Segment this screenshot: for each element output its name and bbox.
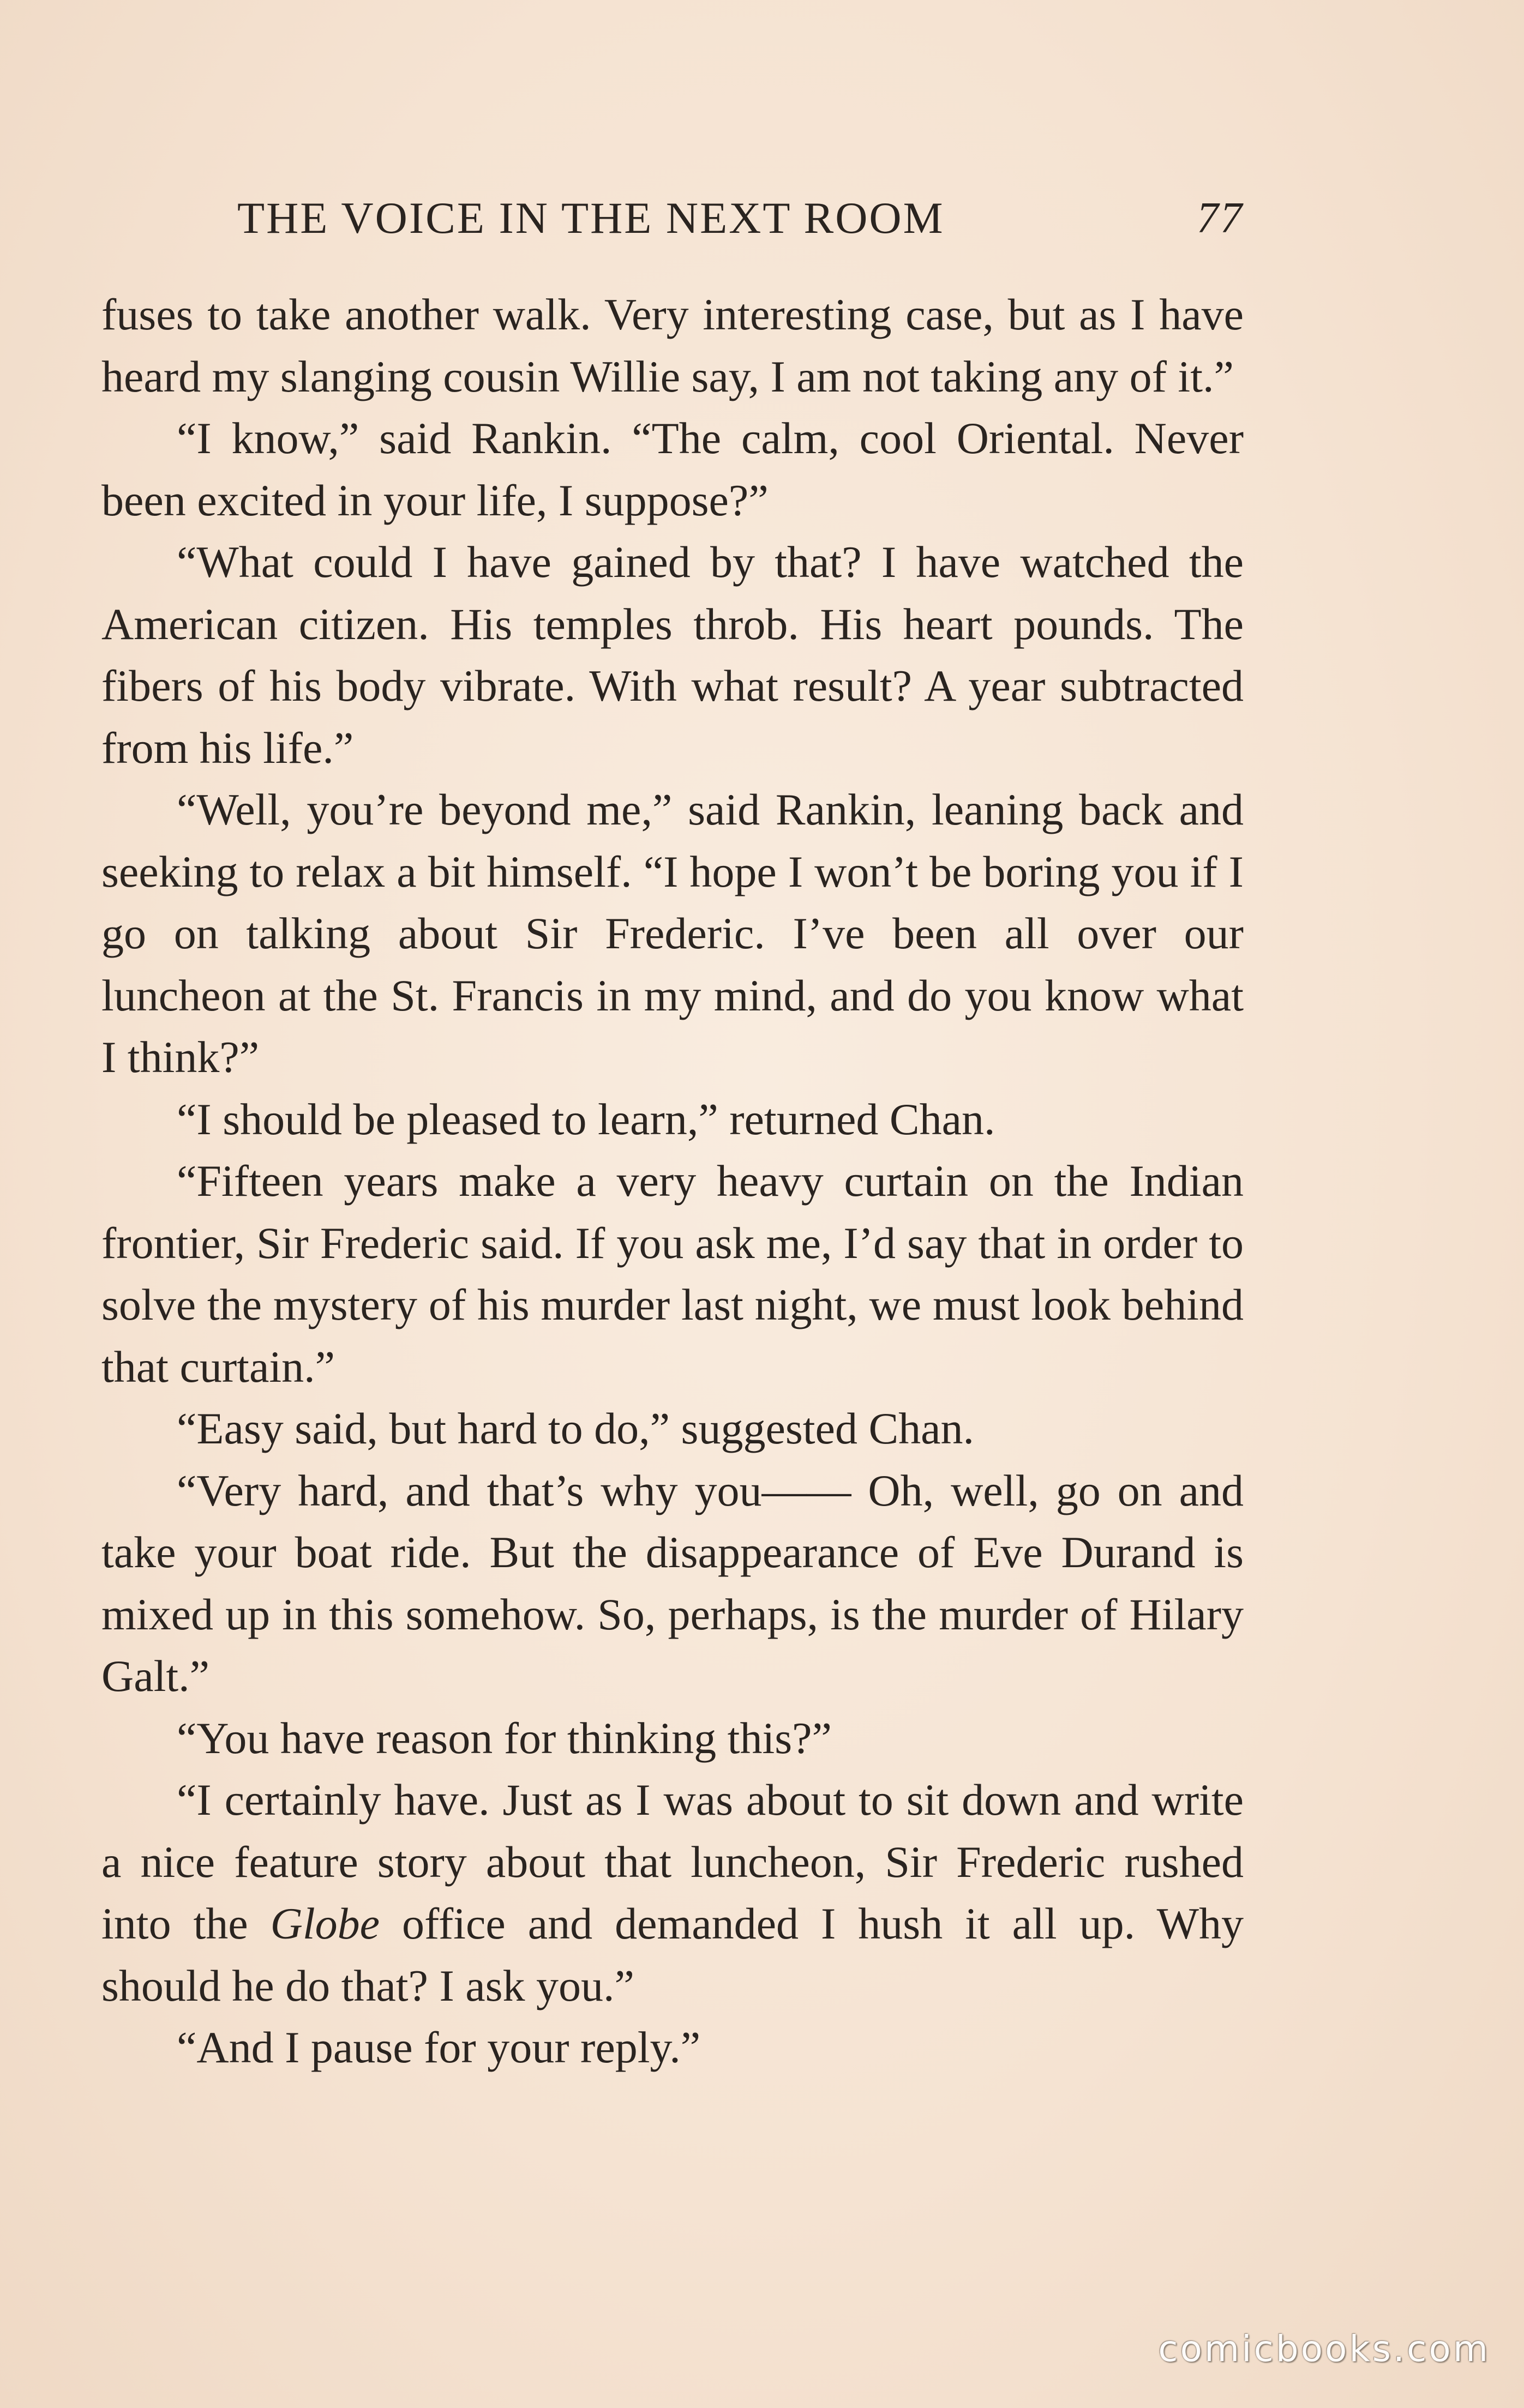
paragraph: fuses to take another walk. Very interesting case, but as I have heard my slanging cousin Willie say, I am not taking any of it.” — [101, 290, 1244, 401]
body-text — [101, 284, 1244, 2079]
paragraph: “Easy said, but hard to do,” suggested Chan. — [177, 1404, 975, 1453]
newspaper-name-italic: Globe — [270, 1899, 380, 1948]
paragraph: “Very hard, and that’s why you—— Oh, well, go on and take your boat ride. But the disappearance of Eve Durand is mixed up in this somehow. So, perhaps, is the murder of Hilary Galt.” — [101, 1465, 1244, 1701]
paragraph: “I know,” said Rankin. “The calm, cool Oriental. Never been excited in your life, I suppose?” — [101, 413, 1244, 525]
paragraph-text-after: office and demanded I hush it all up. Why should he do that? I ask you.” — [101, 1899, 1244, 2010]
paragraph: “Well, you’re beyond me,” said Rankin, leaning back and seeking to relax a bit himself. “I hope I won’t be boring you if I go on talking about Sir Frederic. I’ve been all over our luncheon at the St. Francis in my mind, and do you know what I think?” — [101, 785, 1244, 1082]
paragraph: “Fifteen years make a very heavy curtain on the Indian frontier, Sir Frederic said. If you ask me, I’d say that in order to solve the mystery of his murder last night, we must look behind that curtain.” — [101, 1156, 1244, 1392]
paragraph: “You have reason for thinking this?” — [177, 1713, 832, 1763]
paragraph: “I should be pleased to learn,” returned Chan. — [177, 1094, 995, 1144]
running-head — [98, 188, 1244, 248]
running-title: THE VOICE IN THE NEXT ROOM — [237, 193, 945, 243]
paragraph: “What could I have gained by that? I have watched the American citizen. His temples throb. His heart pounds. The fibers of his body vibrate. With what result? A year subtracted from his life.” — [101, 537, 1244, 773]
page-number: 77 — [1197, 194, 1244, 242]
watermark: comicbooks.com — [1158, 2328, 1490, 2370]
paragraph-with-italic — [101, 1769, 1244, 2016]
paragraph-text-before: “I certainly have. Just as I was about to sit down and write a nice feature story about that luncheon, Sir Frederic rushed into the — [101, 1775, 1244, 1948]
paragraph: “And I pause for your reply.” — [177, 2022, 701, 2072]
